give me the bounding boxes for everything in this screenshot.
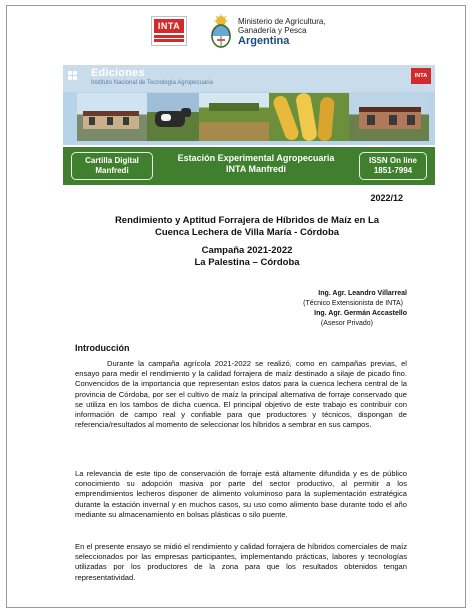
station-line-1: Estación Experimental Agropecuaria: [177, 153, 335, 163]
title-line-1: Rendimiento y Aptitud Forrajera de Híbridos de Maíz en La: [114, 215, 380, 226]
ministry-line-1: Ministerio de Agricultura,: [238, 17, 326, 26]
ministry-line-2: Ganadería y Pesca: [238, 26, 307, 35]
author-name: Ing. Agr. Leandro Villarreal: [318, 290, 407, 297]
campaign-line-2: La Palestina – Córdoba: [194, 257, 300, 268]
banner-photos: [77, 93, 429, 141]
building-photo: [77, 93, 147, 141]
title-line-2: Cuenca Lechera de Villa María - Córdoba: [154, 227, 340, 238]
green-info-strip: [63, 147, 435, 185]
ediciones-banner: [63, 65, 435, 145]
banner-inta-logo: INTA: [411, 68, 431, 84]
corn-photo: [269, 93, 349, 141]
paragraph-2: La relevancia de este tipo de conservación de forraje está altamente difundida y es de público conocimiento su adopción masiva por parte del sector productivo, al permitir a los emprendimientos lecheros disponer de alimento voluminoso para la suplementación estratégica durante la estación invernal y en muchos casos, su uso como alimento base durante todo el año mediante su almacenamiento en bolsas plásticas o silo puente.: [75, 469, 407, 519]
cartilla-line-2: Manfredi: [95, 166, 129, 175]
document-number: 2022/12: [370, 193, 403, 203]
campaign-heading: [67, 245, 427, 269]
document-title: [67, 215, 427, 239]
author-role: (Asesor Privado): [320, 320, 373, 327]
country-name: Argentina: [238, 35, 290, 47]
argentina-crest-icon: [207, 14, 235, 50]
station-line-2: INTA Manfredi: [226, 164, 286, 174]
issn-box: [359, 152, 427, 180]
issn-line-1: ISSN On line: [368, 156, 417, 165]
cow-photo: [147, 93, 199, 141]
grid-dots-icon: [68, 69, 80, 83]
paragraph-1: Durante la campaña agrícola 2021-2022 se realizó, como en campañas previas, el ensayo para medir el rendimiento y la calidad forrajera de maíz destinado a silaje de picado fino. Convencidos de la importancia que representan estos datos para la cuenca lechera central de la provincia de Córdoba, por ser el cultivo de maíz la principal alternativa de forraje conservado que se utiliza en los tambos de dicha cuenca. El principal objetivo de este trabajo es contribuir con información de campo real y confiable para que productores y técnicos, dispongan de referencia/resultados al momento de seleccionar los híbridos a sembrar en sus campos.: [75, 359, 407, 430]
cartilla-box: [71, 152, 153, 180]
station-name: [163, 153, 349, 175]
author-role: (Técnico Extensionista de INTA): [303, 300, 403, 307]
author-name: Ing. Agr. Germán Accastello: [314, 310, 407, 317]
field-photo: [199, 93, 269, 141]
ministry-text: [238, 17, 326, 48]
issn-line-2: 1851-7994: [373, 166, 413, 175]
banner-subtitle: Instituto Nacional de Tecnología Agropecuaria: [91, 80, 213, 86]
inta-logo-text: INTA: [154, 19, 184, 33]
campaign-line-1: Campaña 2021-2022: [201, 245, 293, 256]
building-photo-2: [349, 93, 429, 141]
paragraph-3: En el presente ensayo se midió el rendimiento y calidad forrajera de híbridos comerciales de maíz seleccionados por las empresas participantes, implementando prácticas, labores y tecnologías utilizadas por los productores de la zona para que los resultados obtenidos tengan representatividad.: [75, 542, 407, 582]
section-heading-introduccion: Introducción: [75, 343, 130, 353]
inta-logo: [151, 16, 187, 46]
cartilla-line-1: Cartilla Digital: [85, 156, 139, 165]
banner-title: Ediciones: [91, 67, 145, 79]
authors-block: [303, 289, 407, 329]
document-page: [6, 5, 466, 608]
